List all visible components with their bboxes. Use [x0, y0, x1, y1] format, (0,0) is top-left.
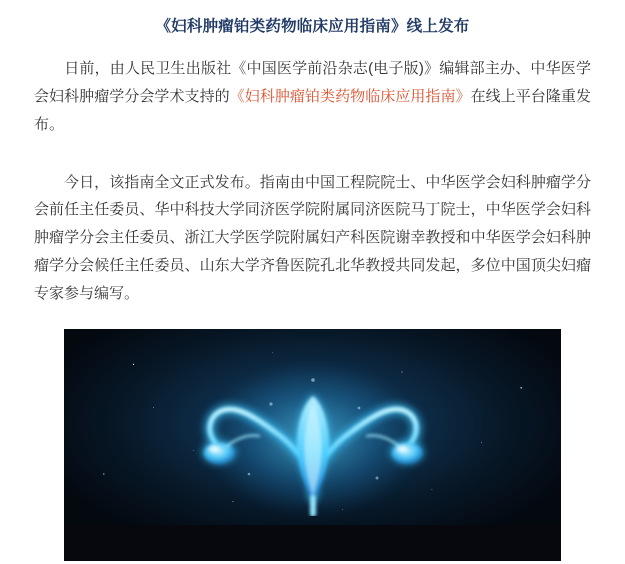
laptop-screen [64, 329, 561, 525]
uterus-anatomy-icon [163, 346, 463, 516]
page-title: 《妇科肿瘤铂类药物临床应用指南》线上发布 [155, 18, 470, 35]
paragraph-1-text-part-2: 在线上平台隆重发布。 [34, 88, 591, 133]
guideline-title-highlight: 《妇科肿瘤铂类药物临床应用指南》 [229, 88, 471, 105]
paragraph-1 [28, 55, 597, 138]
figure-container [28, 329, 597, 561]
paragraph-1-text-part-1: 日前，由人民卫生出版社《中国医学前沿杂志(电子版)》编辑部主办、中华医学会妇科肿瘤学分会学术支持的 [34, 60, 591, 105]
paragraph-2 [28, 169, 597, 308]
paragraph-2-text: 今日，该指南全文正式发布。指南由中国工程院院士、中华医学会妇科肿瘤学分会前任主任委员、华中科技大学同济医学院附属同济医院马丁院士，中华医学会妇科肿瘤学分会主任委员、浙江大学医学院附属妇产科医院谢幸教授和中华医学会妇科肿瘤学分会候任主任委员、山东大学齐鲁医院孔北华教授共同发起，多位中国顶尖妇瘤专家参与编写。 [34, 173, 591, 302]
laptop-base-shadow [64, 525, 561, 561]
laptop-illustration-figure [64, 329, 561, 561]
